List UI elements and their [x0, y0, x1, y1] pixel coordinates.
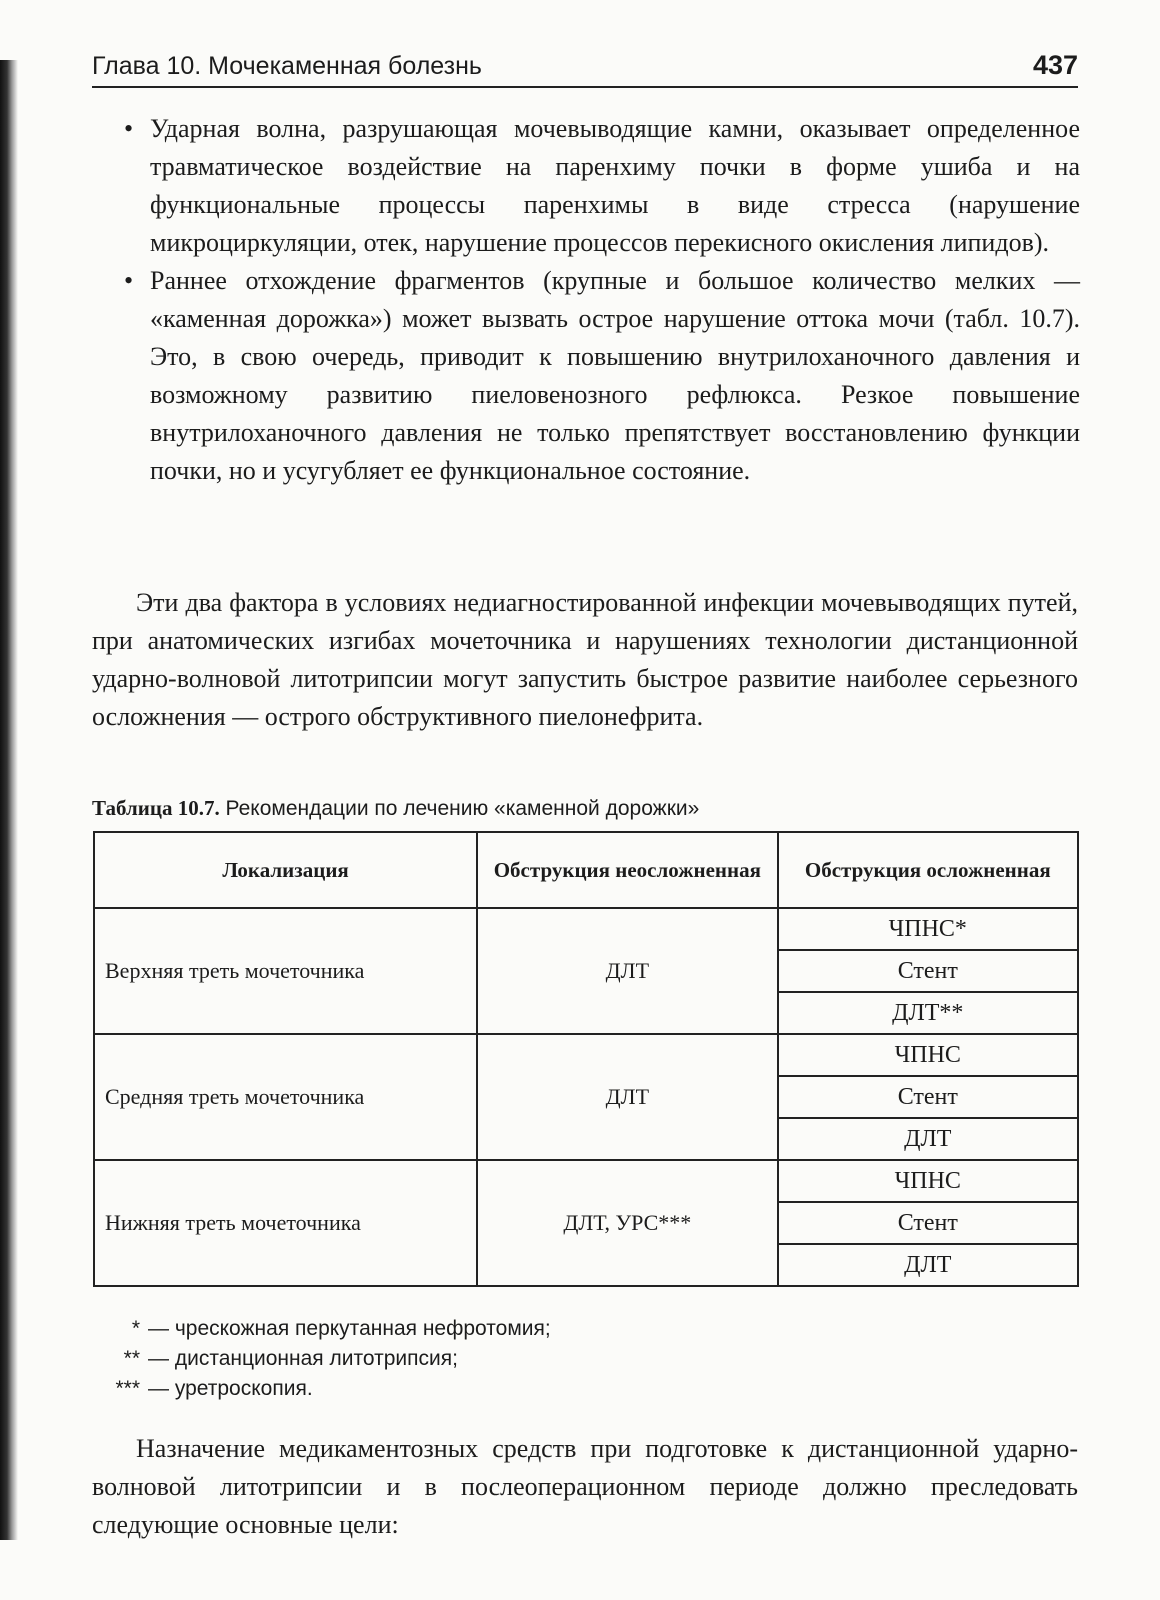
table-caption-number: Таблица 10.7.: [92, 796, 220, 820]
location-cell: Верхняя треть мочеточника: [94, 908, 477, 1034]
bullet-icon: •: [124, 266, 134, 295]
complicated-cell: ЧПНС*: [778, 908, 1078, 950]
uncomplicated-cell: ДЛТ: [477, 908, 777, 1034]
body-paragraph: Эти два фактора в условиях недиагностированной инфекции мочевыводящих путей, при анатомических изгибах мочеточника и нарушениях технологии дистанционной ударно-волновой литотрипсии могут запустить быстрое развитие наиболее серьезного осложнения — острого обструктивного пиелонефрита.: [92, 588, 1078, 731]
table-header-row: [94, 832, 1078, 908]
column-header-complicated: Обструкция осложненная: [778, 832, 1078, 908]
complicated-cell: ДЛТ: [778, 1244, 1078, 1286]
bullet-text: Раннее отхождение фрагментов (крупные и большое количество мелких — «каменная дорожка») может вызвать острое нарушение оттока мочи (табл. 10.7). Это, в свою очередь, приводит к повышению внутрилоханочного давления и возможному развитию пиеловенозного рефлюкса. Резкое повышение внутрилоханочного давления не только препятствует восстановлению функции почки, но и усугубляет ее функциональное состояние.: [150, 266, 1080, 485]
running-head: [92, 50, 1078, 88]
table-caption-text: Рекомендации по лечению «каменной дорожки»: [225, 797, 700, 820]
list-item: [118, 110, 1080, 262]
table-row: [94, 1034, 1078, 1076]
location-cell: Нижняя треть мочеточника: [94, 1160, 477, 1286]
complicated-cell: ЧПНС: [778, 1160, 1078, 1202]
table-row: [94, 908, 1078, 950]
footnote-mark: *: [131, 1317, 140, 1340]
chapter-title: Глава 10. Мочекаменная болезнь: [92, 52, 482, 80]
page-number: 437: [1032, 50, 1078, 80]
footnote: [100, 1314, 551, 1344]
footnote: [100, 1344, 551, 1374]
footnote: [100, 1374, 551, 1404]
recommendations-table: [93, 831, 1079, 1287]
body-paragraph: Назначение медикаментозных средств при подготовке к дистанционной ударно-волновой литотрипсии и в послеоперационном периоде должно преследовать следующие основные цели:: [92, 1434, 1078, 1539]
complicated-cell: Стент: [778, 1202, 1078, 1244]
footnote-text: — дистанционная литотрипсия;: [148, 1347, 458, 1370]
bullet-text: Ударная волна, разрушающая мочевыводящие камни, оказывает определенное травматическое воздействие на паренхиму почки в форме ушиба и на функциональные процессы паренхимы в виде стресса (нарушение микроциркуляции, отек, нарушение процессов перекисного окисления липидов).: [150, 114, 1080, 257]
footnote-text: — чрескожная перкутанная нефротомия;: [148, 1317, 551, 1340]
footnote-mark: ***: [115, 1377, 140, 1400]
complicated-cell: Стент: [778, 1076, 1078, 1118]
table-row: [94, 1160, 1078, 1202]
bullet-icon: •: [124, 114, 134, 143]
bullet-list: [118, 110, 1080, 490]
column-header-location: Локализация: [94, 832, 477, 908]
column-header-uncomplicated: Обструкция неосложненная: [477, 832, 777, 908]
book-spine-shadow: [0, 60, 18, 1540]
uncomplicated-cell: ДЛТ, УРС***: [477, 1160, 777, 1286]
complicated-cell: ЧПНС: [778, 1034, 1078, 1076]
complicated-cell: ДЛТ**: [778, 992, 1078, 1034]
table-footnotes: [100, 1314, 551, 1404]
list-item: [118, 262, 1080, 490]
complicated-cell: Стент: [778, 950, 1078, 992]
uncomplicated-cell: ДЛТ: [477, 1034, 777, 1160]
location-cell: Средняя треть мочеточника: [94, 1034, 477, 1160]
complicated-cell: ДЛТ: [778, 1118, 1078, 1160]
footnote-mark: **: [123, 1347, 140, 1370]
table-caption: [92, 796, 699, 821]
footnote-text: — уретроскопия.: [148, 1377, 313, 1400]
